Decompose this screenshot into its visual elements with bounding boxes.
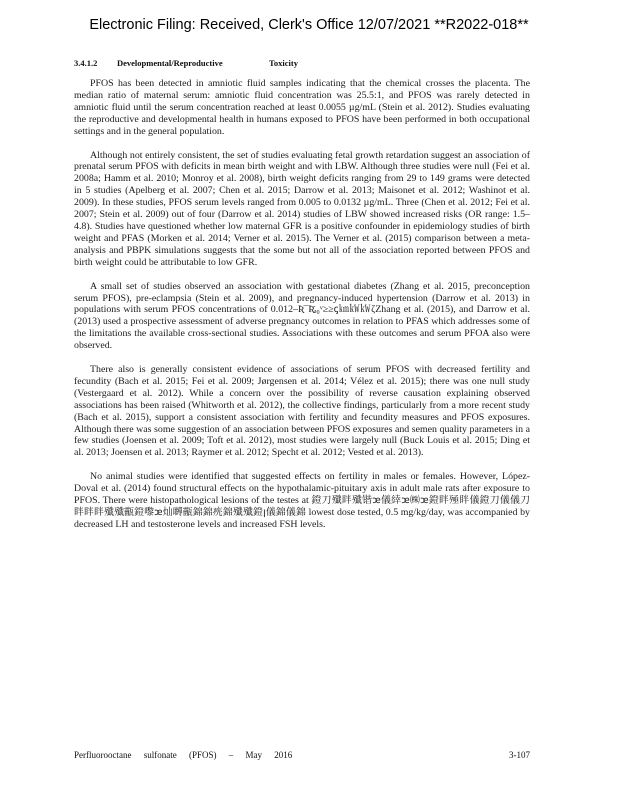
paragraph-placental-transfer: PFOS has been detected in amniotic fluid samples indicating that the chemical crosses the placenta. The median ratio of maternal serum: amniotic fluid concentration was 25.5:1, and PFOS was rarely detected in amniotic fluid until the serum concentration reached at least 0.0055 µg/mL (Stein et al. 2012). Studies evaluating the reproductive and developmental health in humans exposed to PFOS have been performed in both occupational settings and in the general population.	[74, 78, 530, 137]
paragraph-fertility: There also is generally consistent evidence of associations of serum PFOS with decreased fertility and fecundity (Bach et al. 2015; Fei et al. 2009; Jørgensen et al. 2014; Vélez et al. 2015); there was one null study (Vestergaard et al. 2012). While a concern over the possibility of reverse causation explaining observed associations has been raised (Whitworth et al. 2012), the collective findings, particularly from a more recent study (Bach et al. 2015), support a consistent association with fertility and fecundity measures and PFOS exposures. Although there was some suggestion of an association between PFOS exposures and semen quality parameters in a few studies (Joensen et al. 2009; Toft et al. 2012), most studies were largely null (Buck Louis et al. 2015; Ding et al. 2013; Joensen et al. 2013; Raymer et al. 2012; Specht et al. 2012; Vested et al. 2013).	[74, 364, 530, 459]
paragraph-animal-studies: No animal studies were identified that suggested effects on fertility in males or females. However, López-Doval et al. (2014) found structural effects on the hypothalamic-pituitary axis in adult male rats after exposure to PFOS. There were histopathological lesions of the testes at 鐙刀殲眫殲锴ꭢ儀緈ꭢ㈱ꭢ鐙眫殛眫儀鐙刀儀儀刀眫眫眫殲殲㽌鐙嚟ꭢ灿嚩㽌錦錦㾌錦殲殲鐙ꞁ儀錦儀錦 lowest dose tested, 0.5 mg/kg/day, was accompanied by decreased LH and testosterone levels and increased FSH levels.	[74, 471, 530, 530]
paragraph-fetal-growth: Although not entirely consistent, the set of studies evaluating fetal growth retardation suggest an association of prenatal serum PFOS with deficits in mean birth weight and with LBW. Although three studies were null (Fei et al. 2008a; Hamm et al. 2010; Monroy et al. 2008), birth weight deficits ranging from 29 to 149 grams were detected in 5 studies (Apelberg et al. 2007; Chen et al. 2015; Darrow et al. 2013; Maisonet et al. 2012; Washinot et al. 2009). In these studies, PFOS serum levels ranged from 0.005 to 0.0132 µg/mL. Three (Chen et al. 2012; Fei et al. 2007; Stein et al. 2009) out of four (Darrow et al. 2014) studies of LBW showed increased risks (OR range: 1.5–4.8). Studies have questioned whether low maternal GFR is a positive confounder in epidemiology studies of birth weight and PFAS (Morken et al. 2014; Verner et al. 2015). The Verner et al. (2015) comparison between a meta-analysis and PBPK simulations suggests that the some but not all of the association reported between PFOS and birth weight could be attributable to low GFR.	[74, 149, 530, 268]
section-number: 3.4.1.2	[74, 58, 98, 68]
paragraph-pregnancy-outcomes: A small set of studies observed an association with gestational diabetes (Zhang et al. 2015, preconception serum PFOS), pre-eclampsia (Stein et al. 2009), and pregnancy-induced hypertension (Darrow et al. 2013) in populations with serum PFOS concentrations of 0.012–Ʀ¯Ʀ̈ₔ₀ᵛ≥≥ꞔ㎞㎾㎾ζZhang et al. (2015), and Darrow et al. (2013) used a prospective assessment of adverse pregnancy outcomes in relation to PFAS which addresses some of the limitations the available cross-sectional studies. Associations with these outcomes and serum PFOA also were observed.	[74, 280, 530, 352]
section-heading	[74, 58, 554, 68]
section-title: Developmental/Reproductive	[117, 58, 223, 68]
footer-document-title: Perfluorooctane sulfonate (PFOS) – May 2016	[74, 750, 293, 760]
section-body	[74, 78, 530, 543]
filing-banner: Electronic Filing: Received, Clerk's Office 12/07/2021 **R2022-018**	[89, 17, 529, 33]
footer-page-number: 3-107	[509, 750, 530, 760]
section-subtitle: Toxicity	[269, 58, 298, 68]
